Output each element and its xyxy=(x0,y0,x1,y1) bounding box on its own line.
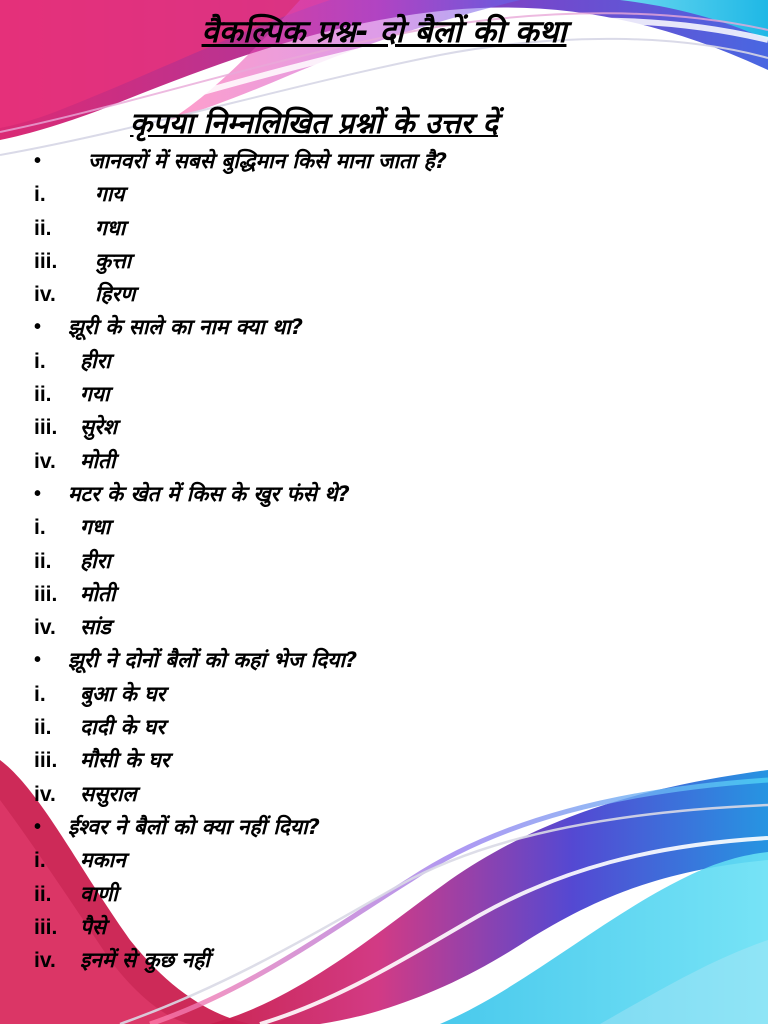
option-marker: iv. xyxy=(34,616,56,640)
option-text: सांड xyxy=(80,615,111,640)
question-2-option-2 xyxy=(0,378,768,411)
option-text: सुरेश xyxy=(80,415,118,440)
question-3 xyxy=(0,478,768,511)
option-marker: iv. xyxy=(34,283,56,307)
question-5-option-2 xyxy=(0,878,768,911)
option-marker: iii. xyxy=(34,249,58,273)
page-title: वैकल्पिक प्रश्न- दो बैलों की कथा xyxy=(201,14,567,50)
option-text: बुआ के घर xyxy=(80,681,166,706)
question-5-option-4 xyxy=(0,944,768,977)
option-text: मोती xyxy=(80,448,116,473)
question-text: ईश्वर ने बैलों को क्या नहीं दिया? xyxy=(68,814,320,839)
question-text: झूरी ने दोनों बैलों को कहां भेज दिया? xyxy=(68,648,358,673)
bullet-marker: • xyxy=(34,150,42,172)
question-2-option-3 xyxy=(0,411,768,444)
question-4 xyxy=(0,644,768,677)
question-2-option-4 xyxy=(0,445,768,478)
question-1-option-3 xyxy=(0,245,768,278)
question-1-option-2 xyxy=(0,212,768,245)
question-1-option-4 xyxy=(0,278,768,311)
option-text: हिरण xyxy=(95,282,136,307)
option-marker: i. xyxy=(34,349,46,373)
question-text: जानवरों में सबसे बुद्धिमान किसे माना जाता है? xyxy=(88,149,447,173)
question-1 xyxy=(0,145,768,178)
question-4-option-4 xyxy=(0,778,768,811)
option-marker: iv. xyxy=(34,782,56,806)
bullet-marker: • xyxy=(34,482,42,505)
option-marker: i. xyxy=(34,183,46,207)
question-4-option-1 xyxy=(0,678,768,711)
option-marker: iii. xyxy=(34,749,58,773)
bullet-marker: • xyxy=(34,316,42,339)
question-3-option-1 xyxy=(0,511,768,544)
question-2-option-1 xyxy=(0,345,768,378)
option-text: मौसी के घर xyxy=(80,748,170,773)
question-3-option-4 xyxy=(0,611,768,644)
option-text: वाणी xyxy=(80,881,118,906)
option-marker: iii. xyxy=(34,416,58,440)
option-marker: ii. xyxy=(34,383,52,407)
option-marker: i. xyxy=(34,849,46,873)
question-4-option-2 xyxy=(0,711,768,744)
question-5-option-1 xyxy=(0,844,768,877)
question-text: मटर के खेत में किस के खुर फंसे थे? xyxy=(68,481,350,506)
question-5 xyxy=(0,811,768,844)
option-marker: iii. xyxy=(34,915,58,939)
instruction-heading: कृपया निम्नलिखित प्रश्नों के उत्तर दें xyxy=(130,106,498,140)
question-3-option-3 xyxy=(0,578,768,611)
option-text: गधा xyxy=(95,215,126,240)
option-text: गधा xyxy=(80,515,111,540)
option-marker: ii. xyxy=(34,216,52,240)
option-text: हीरा xyxy=(80,548,111,573)
question-3-option-2 xyxy=(0,545,768,578)
option-text: दादी के घर xyxy=(80,715,165,740)
question-1-option-1 xyxy=(0,178,768,211)
option-text: गाय xyxy=(95,182,125,207)
option-text: ससुराल xyxy=(80,781,137,806)
question-4-option-3 xyxy=(0,744,768,777)
option-marker: ii. xyxy=(34,882,52,906)
option-marker: i. xyxy=(34,682,46,706)
option-marker: ii. xyxy=(34,549,52,573)
option-text: हीरा xyxy=(80,348,111,373)
option-text: कुत्ता xyxy=(95,248,132,273)
option-text: इनमें से कुछ नहीं xyxy=(80,948,210,973)
question-list xyxy=(0,145,768,977)
question-2 xyxy=(0,311,768,344)
bullet-marker: • xyxy=(34,815,42,838)
option-text: मकान xyxy=(80,848,126,873)
option-marker: ii. xyxy=(34,716,52,740)
question-5-option-3 xyxy=(0,911,768,944)
option-marker: iii. xyxy=(34,582,58,606)
option-text: पैसे xyxy=(80,914,107,939)
option-text: मोती xyxy=(80,581,116,606)
bullet-marker: • xyxy=(34,649,42,672)
option-marker: iv. xyxy=(34,949,56,973)
question-text: झूरी के साले का नाम क्या था? xyxy=(68,315,303,340)
option-marker: i. xyxy=(34,516,46,540)
option-marker: iv. xyxy=(34,449,56,473)
option-text: गया xyxy=(80,382,110,407)
